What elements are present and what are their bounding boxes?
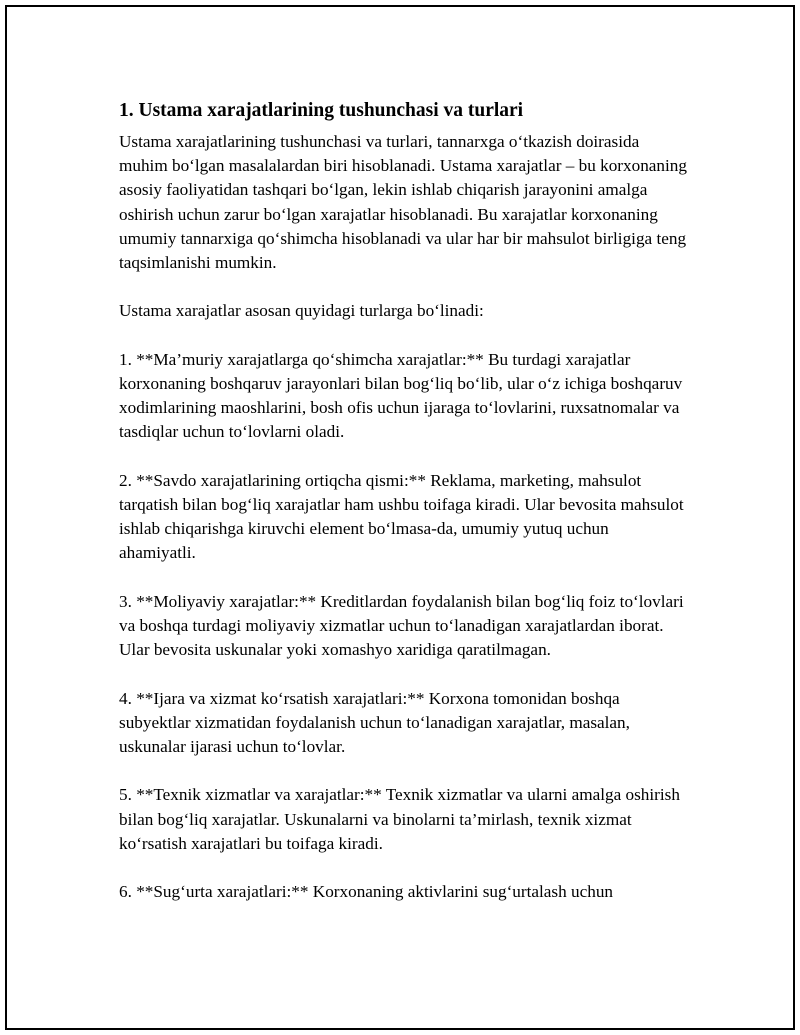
paragraph-types-lead: Ustama xarajatlar asosan quyidagi turlarga bo‘linadi: bbox=[119, 301, 484, 321]
page-frame bbox=[5, 5, 795, 1030]
list-item-administrative: 1. **Ma’muriy xarajatlarga qo‘shimcha xarajatlar:** Bu turdagi xarajatlar korxonaning boshqaruv jarayonlari bilan bog‘liq bo‘lib, ular o‘z ichiga boshqaruv xodimlarining maoshlarini, bosh ofis uchun ijaraga to‘lovlarini, ruxsatnomalar va tasdiqlar uchun to‘lovlarni oladi. bbox=[119, 349, 683, 442]
list-item-sales: 2. **Savdo xarajatlarining ortiqcha qismi:** Reklama, marketing, mahsulot tarqatish bilan bog‘liq xarajatlar ham ushbu toifaga kiradi. Ular bevosita mahsulot ishlab chiqarishga kiruvchi element bo‘lmasa-da, umumiy yutuq uchun ahamiyatli. bbox=[119, 470, 684, 563]
list-item-technical: 5. **Texnik xizmatlar va xarajatlar:** Texnik xizmatlar va ularni amalga oshirish bilan bog‘liq xarajatlar. Uskunalarni va binolarni ta’mirlash, texnik xizmat ko‘rsatish xarajatlari bu toifaga kiradi. bbox=[119, 785, 680, 853]
document-title: 1. Ustama xarajatlarining tushunchasi va turlari bbox=[119, 100, 524, 121]
list-item-insurance: 6. **Sug‘urta xarajatlari:** Korxonaning aktivlarini sug‘urtalash uchun bbox=[119, 882, 614, 902]
list-item-financial: 3. **Moliyaviy xarajatlar:** Kreditlardan foydalanish bilan bog‘liq foiz to‘lovlari va boshqa turdagi moliyaviy xizmatlar uchun to‘lanadigan xarajatlardan iborat. Ular bevosita uskunalar yoki xomashyo xaridiga qaratilmagan. bbox=[119, 591, 684, 660]
list-item-rent-service: 4. **Ijara va xizmat ko‘rsatish xarajatlari:** Korxona tomonidan boshqa subyektlar xizmatidan foydalanish uchun to‘lanadigan xarajatlar, masalan, uskunalar ijarasi uchun to‘lovlar. bbox=[119, 688, 630, 756]
document-body bbox=[119, 97, 689, 904]
paragraph-intro: Ustama xarajatlarining tushunchasi va turlari, tannarxga o‘tkazish doirasida muhim bo‘lgan masalalardan biri hisoblanadi. Ustama xarajatlar – bu korxonaning asosiy faoliyatidan tashqari bo‘lgan, lekin ishlab chiqarish jarayonini amalga oshirish uchun zarur bo‘lgan xarajatlar hisoblanadi. Bu xarajatlar korxonaning umumiy tannarxiga qo‘shimcha hisoblanadi va ular har bir mahsulot birligiga teng taqsimlanishi mumkin. bbox=[119, 132, 687, 273]
